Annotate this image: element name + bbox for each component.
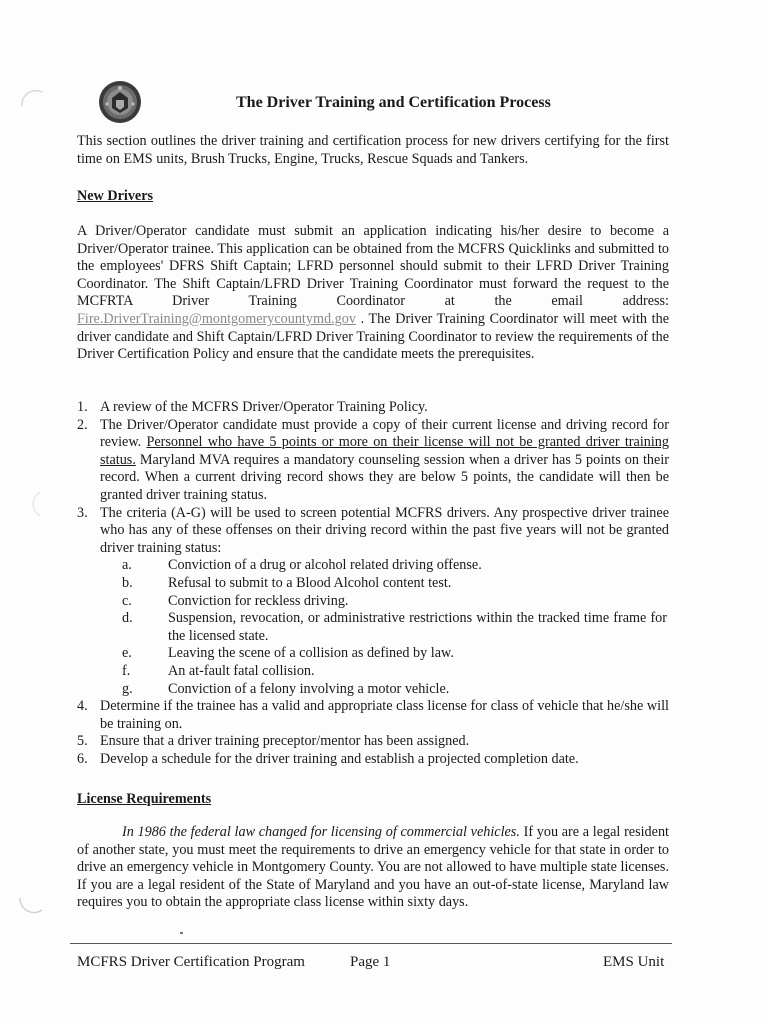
criteria-text: An at-fault fatal collision. xyxy=(168,662,315,679)
list-item xyxy=(77,733,669,751)
criteria-item xyxy=(100,575,669,593)
new-drivers-text-2: . The Driver Training Coordinator will meet with the driver candidate and Shift Captain/LFRD Driver Training Coordinator to review the requirements of the Driver Certification Policy and ensure that the candidate meets the prerequisites. xyxy=(77,310,669,363)
footer-divider xyxy=(70,943,672,944)
requirements-list xyxy=(77,399,669,768)
list-item xyxy=(77,698,669,733)
criteria-list xyxy=(100,557,669,698)
criteria-letter: e. xyxy=(122,645,132,662)
list-number: 4. xyxy=(77,698,88,715)
punch-hole-mark xyxy=(16,86,48,118)
list-text: The criteria (A-G) will be used to screen potential MCFRS drivers. Any prospective driver trainee who has any of these offenses on their driving record within the past five years will not be granted driver training status: xyxy=(100,504,669,556)
license-text: If you are a legal resident of another state, you must meet the requirements to drive an emergency vehicle for that state in order to drive an emergency vehicle in Montgomery County. You are not allowed to have multiple state licenses. If you are a legal resident of the State of Maryland and you have an out-of-state license, Maryland law requires you to obtain the appropriate class license within sixty days. xyxy=(77,824,669,911)
license-paragraph xyxy=(77,824,669,912)
criteria-text: Conviction of a felony involving a motor vehicle. xyxy=(168,680,450,697)
footer-page-number: Page 1 xyxy=(350,954,391,970)
list-number: 2. xyxy=(77,416,88,433)
license-requirements-heading: License Requirements xyxy=(77,791,212,807)
license-italic-lead: In 1986 the federal law changed for licensing of commercial vehicles. xyxy=(122,824,520,840)
criteria-letter: g. xyxy=(122,680,133,697)
footer-unit: EMS Unit xyxy=(603,954,665,970)
criteria-text: Conviction of a drug or alcohol related driving offense. xyxy=(168,557,482,574)
county-seal-logo xyxy=(98,80,142,124)
criteria-item xyxy=(100,681,669,699)
criteria-letter: a. xyxy=(122,557,132,574)
criteria-item xyxy=(100,663,669,681)
list-number: 3. xyxy=(77,504,88,521)
list-number: 5. xyxy=(77,733,88,750)
criteria-letter: c. xyxy=(122,592,132,609)
punch-hole-mark xyxy=(16,488,48,520)
intro-paragraph: This section outlines the driver training and certification process for new drivers certifying for the first time on EMS units, Brush Trucks, Engine, Trucks, Rescue Squads and Tankers. xyxy=(77,133,669,167)
criteria-item xyxy=(100,645,669,663)
criteria-text: Refusal to submit to a Blood Alcohol content test. xyxy=(168,574,452,591)
criteria-letter: d. xyxy=(122,610,133,627)
list-text: The Driver/Operator candidate must provide a copy of their current license and driving record for review. xyxy=(100,416,669,451)
criteria-item xyxy=(100,610,669,645)
list-item xyxy=(77,417,669,505)
stray-mark xyxy=(180,932,183,934)
list-text: Ensure that a driver training preceptor/mentor has been assigned. xyxy=(100,733,470,750)
list-text: Maryland MVA requires a mandatory counseling session when a driver has 5 points on their record. When a current driving record shows they are below 5 points, the candidate will then be granted driver training status. xyxy=(100,451,669,503)
criteria-letter: b. xyxy=(122,574,133,591)
list-text: Develop a schedule for the driver training and establish a projected completion date. xyxy=(100,750,579,767)
list-number: 6. xyxy=(77,750,88,767)
email-link[interactable]: Fire.DriverTraining@montgomerycountymd.gov xyxy=(77,310,356,327)
list-item xyxy=(77,399,669,417)
new-drivers-paragraph xyxy=(77,223,669,364)
criteria-item xyxy=(100,557,669,575)
punch-hole-mark xyxy=(16,888,48,920)
criteria-text: Conviction for reckless driving. xyxy=(168,592,349,609)
document-title: The Driver Training and Certification Process xyxy=(236,94,551,111)
list-number: 1. xyxy=(77,399,88,415)
points-rule-underlined: Personnel who have 5 points or more on their license will not be granted driver training status. xyxy=(100,434,669,468)
criteria-letter: f. xyxy=(122,662,131,679)
footer-program: MCFRS Driver Certification Program xyxy=(77,954,305,970)
list-text: Determine if the trainee has a valid and appropriate class license for class of vehicle that he/she will be training on. xyxy=(100,698,669,732)
criteria-item xyxy=(100,593,669,611)
criteria-text: Leaving the scene of a collision as defined by law. xyxy=(168,645,454,662)
new-drivers-text-1: A Driver/Operator candidate must submit an application indicating his/her desire to become a Driver/Operator trainee. This application can be obtained from the MCFRS Quicklinks and submitted to the employees' DFRS Shift Captain; LFRD personnel should submit to their LFRD Driver Training Coordinator. The Shift Captain/LFRD Driver Training Coordinator must forward the request to the MCFRTA Driver Training Coordinator at the email address: xyxy=(77,223,669,310)
new-drivers-heading: New Drivers xyxy=(77,188,154,204)
criteria-text: Suspension, revocation, or administrative restrictions within the tracked time frame for the licensed state. xyxy=(168,610,667,644)
list-item xyxy=(77,505,669,699)
list-item xyxy=(77,751,669,769)
list-text: A review of the MCFRS Driver/Operator Training Policy. xyxy=(100,399,428,415)
